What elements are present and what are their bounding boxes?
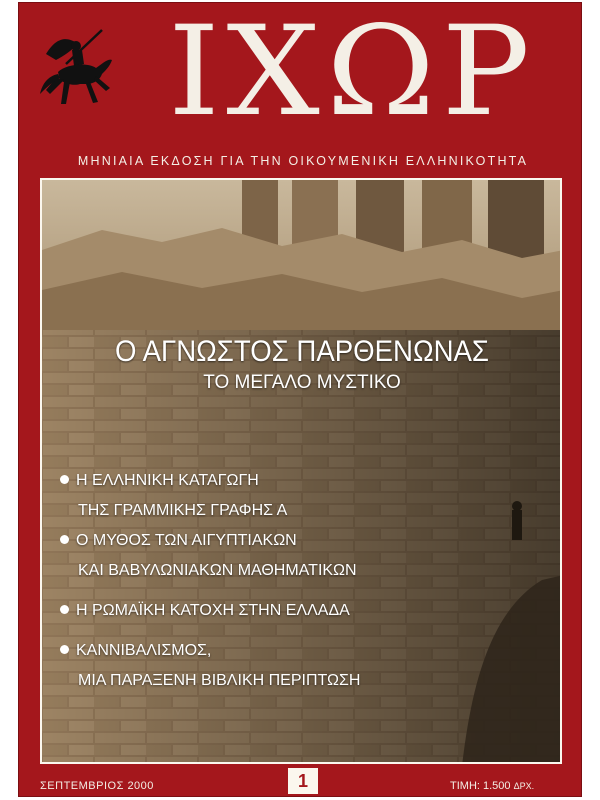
cover-bullet-list <box>60 470 540 692</box>
bullet-dot-icon <box>60 605 69 614</box>
bullet-item <box>60 530 540 582</box>
cover-headline: Ο ΑΓΝΩΣΤΟΣ ΠΑΡΘΕΝΩΝΑΣ <box>114 335 490 368</box>
price-currency: ΔΡΧ. <box>513 781 535 791</box>
issue-number: 1 <box>288 768 318 794</box>
cover-photo-parthenon-wall <box>40 178 562 764</box>
masthead-title: ΙΧΩΡ <box>168 2 537 144</box>
bullet-item <box>60 640 540 692</box>
bullet-text: Ο ΜΥΘΟΣ ΤΩΝ ΑΙΓΥΠΤΙΑΚΩΝ <box>76 532 297 549</box>
price-text: ΤΙΜΗ: 1.500 <box>450 780 511 792</box>
bullet-text: ΜΙΑ ΠΑΡΑΞΕΝΗ ΒΙΒΛΙΚΗ ΠΕΡΙΠΤΩΣΗ <box>78 672 361 689</box>
issue-price <box>450 780 534 792</box>
cover-tagline: ΤΟ ΜΕΓΑΛΟ ΜΥΣΤΙΚΟ <box>203 372 401 393</box>
bullet-text: ΤΗΣ ΓΡΑΜΜΙΚΗΣ ΓΡΑΦΗΣ Α <box>78 502 288 519</box>
bullet-text: Η ΡΩΜΑΪΚΗ ΚΑΤΟΧΗ ΣΤΗΝ ΕΛΛΑΔΑ <box>76 602 350 619</box>
bullet-dot-icon <box>60 475 69 484</box>
bullet-dot-icon <box>60 535 69 544</box>
bullet-item <box>60 600 540 622</box>
bullet-text: ΚΑΙ ΒΑΒΥΛΩΝΙΑΚΩΝ ΜΑΘΗΜΑΤΙΚΩΝ <box>78 562 357 579</box>
bullet-text: Η ΕΛΛΗΝΙΚΗ ΚΑΤΑΓΩΓΗ <box>76 472 259 489</box>
bullet-text: ΚΑΝΝΙΒΑΛΙΣΜΟΣ, <box>76 642 212 659</box>
magazine-cover <box>18 2 582 797</box>
bullet-item <box>60 470 540 522</box>
horseman-logo-icon <box>36 24 118 110</box>
issue-date: ΣΕΠΤΕΜΒΡΙΟΣ 2000 <box>40 780 154 792</box>
masthead-subtitle: ΜΗΝΙΑΙΑ ΕΚΔΟΣΗ ΓΙΑ ΤΗΝ ΟΙΚΟΥΜΕΝΙΚΗ ΕΛΛΗΝΙΚΟΤΗΤΑ <box>77 154 529 168</box>
bullet-dot-icon <box>60 645 69 654</box>
